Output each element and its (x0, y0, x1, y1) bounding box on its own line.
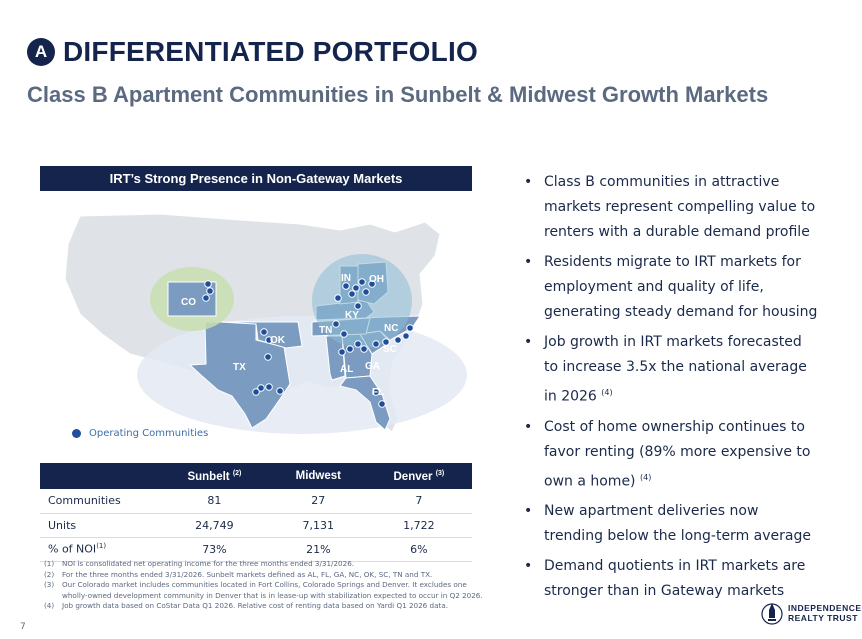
community-dot (277, 388, 284, 395)
logo-bell-icon (760, 600, 784, 626)
list-item: • Demand quotients in IRT markets are stronger than in Gateway markets (515, 554, 820, 604)
row-label: % of NOI$^{(1)}$ (40, 537, 158, 561)
community-dot (341, 331, 348, 338)
label-tn: TN (319, 325, 333, 336)
page-title: DIFFERENTIATED PORTFOLIO (63, 36, 478, 67)
cell-sunbelt: 73% (158, 537, 271, 561)
footnotes (44, 559, 484, 612)
page-subtitle: Class B Apartment Communities in Sunbelt & Midwest Growth Markets (27, 82, 769, 107)
us-map-graphic (40, 194, 472, 454)
map-title: IRT’s Strong Presence in Non-Gateway Markets (40, 166, 472, 191)
label-in: IN (341, 273, 351, 284)
page-number: 7 (20, 622, 26, 632)
footnote: (3) Our Colorado market includes communities located in Fort Collins, Colorado Springs and Denver. It excludes one wholly-owned development community in Denver that is in lease-up with stabilization expected to occur in Q2 2026. (44, 580, 483, 600)
legend-label: Operating Communities (89, 428, 209, 439)
cell-sunbelt: 81 (158, 489, 271, 513)
table-header-row (40, 463, 472, 489)
cell-denver: 6% (366, 537, 472, 561)
company-logo (760, 600, 862, 626)
row-label: Units (40, 513, 158, 537)
list-item: • Residents migrate to IRT markets for employment and quality of life, generating steady demand for housing (515, 250, 820, 325)
header-midwest: Midwest (271, 463, 366, 489)
list-item: • Job growth in IRT markets forecasted to increase 3.5x the national average in 2026 $^{(4)}$ (515, 330, 820, 410)
portfolio-table (40, 463, 472, 562)
cell-denver: 1,722 (366, 513, 472, 537)
label-co: CO (181, 297, 196, 308)
list-item: • Class B communities in attractive markets represent compelling value to renters with a durable demand profile (515, 170, 820, 245)
community-dot (407, 325, 414, 332)
community-dot (359, 279, 366, 286)
community-dot (261, 329, 268, 336)
logo-line-2: REALTY TRUST (788, 613, 858, 623)
community-dot (333, 321, 340, 328)
header-sunbelt: Sunbelt $^{(2)}$ (158, 463, 271, 489)
footnote: (4) Job growth data based on CoStar Data Q1 2026. Relative cost of renting data based on Yardi Q1 2026 data. (44, 601, 449, 610)
row-label: Communities (40, 489, 158, 513)
label-oh: OH (369, 274, 384, 285)
community-dot (379, 401, 386, 408)
community-dot (349, 291, 356, 298)
community-dot (355, 303, 362, 310)
community-dot (355, 341, 362, 348)
community-dot (361, 346, 368, 353)
cell-denver: 7 (366, 489, 472, 513)
community-dot (363, 289, 370, 296)
community-dot (347, 346, 354, 353)
label-ky: KY (345, 310, 359, 321)
map-legend (72, 428, 208, 439)
table-row (40, 489, 472, 513)
us-map (40, 194, 472, 454)
label-ok: OK (270, 335, 285, 346)
label-al: AL (340, 364, 354, 375)
header-blank (40, 463, 158, 489)
community-dot (203, 295, 210, 302)
community-dot (266, 384, 273, 391)
community-dot (253, 389, 260, 396)
list-item: • Cost of home ownership continues to favor renting (89% more expensive to own a home) $^{(4)}$ (515, 415, 820, 495)
table-row (40, 513, 472, 537)
logo-line-1: INDEPENDENCE (788, 603, 862, 613)
label-ga: GA (365, 361, 380, 372)
footnote: (2) For the three months ended 3/31/2026. Sunbelt markets defined as AL, FL, GA, NC, OK, SC, TN and TX. (44, 569, 433, 579)
legend-dot-icon (72, 429, 81, 438)
label-tx: TX (233, 362, 246, 373)
community-dot (353, 285, 360, 292)
community-dot (335, 295, 342, 302)
cell-sunbelt: 24,749 (158, 513, 271, 537)
header-denver: Denver $^{(3)}$ (366, 463, 472, 489)
community-dot (339, 349, 346, 356)
section-badge: A (27, 38, 55, 66)
label-sc: SC (383, 344, 397, 355)
label-nc: NC (384, 323, 399, 334)
key-points-list (515, 170, 820, 609)
table-row (40, 537, 472, 561)
list-item: • New apartment deliveries now trending below the long-term average (515, 499, 820, 549)
cell-midwest: 21% (271, 537, 366, 561)
community-dot (395, 337, 402, 344)
cell-midwest: 27 (271, 489, 366, 513)
footnote: (1) NOI is consolidated net operating income for the three months ended 3/31/2026. (44, 559, 355, 568)
cell-midwest: 7,131 (271, 513, 366, 537)
community-dot (403, 333, 410, 340)
community-dot (265, 354, 272, 361)
label-fl: FL (372, 387, 385, 398)
community-dot (207, 288, 214, 295)
community-dot (373, 341, 380, 348)
sunbelt-ellipse (137, 316, 467, 434)
title-row (27, 36, 478, 68)
community-dot (205, 281, 212, 288)
